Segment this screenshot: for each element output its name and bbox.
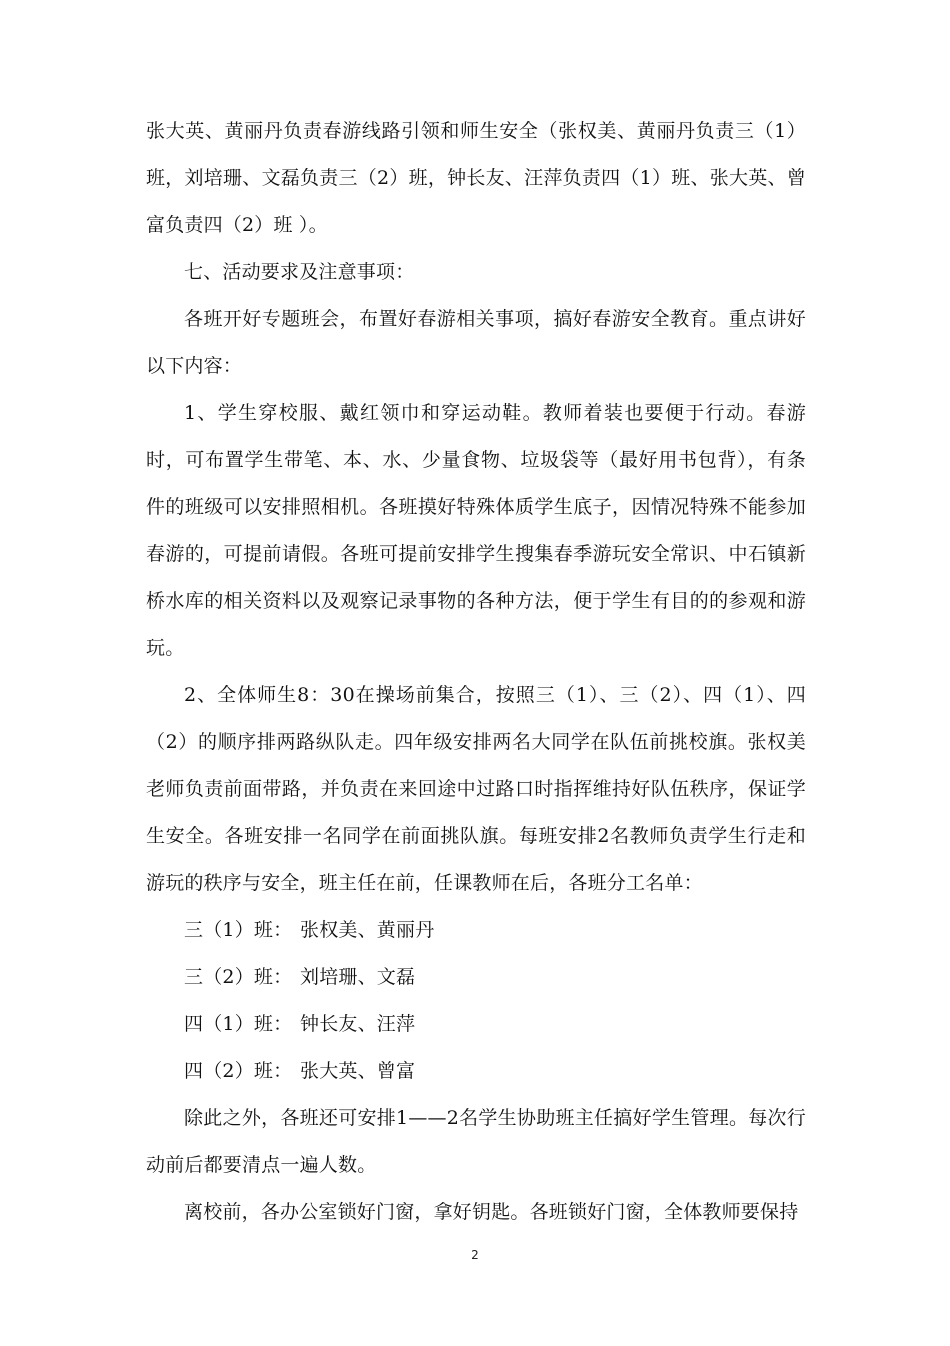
- roster-class: 三（1）班：: [184, 919, 293, 941]
- departure-paragraph: 离校前，各办公室锁好门窗，拿好钥匙。各班锁好门窗，全体教师要保持: [184, 1201, 799, 1223]
- roster-line: [146, 1048, 806, 1095]
- page-number: 2: [471, 1248, 479, 1262]
- extra-paragraph: 除此之外，各班还可安排1——2名学生协助班主任搞好学生管理。每次行动前后都要清点一遍人数。: [146, 1107, 806, 1176]
- roster-teachers: 刘培珊、文磊: [300, 966, 416, 988]
- document-body: [146, 108, 806, 1236]
- item-1-paragraph: 1、学生穿校服、戴红领巾和穿运动鞋。教师着装也要便于行动。春游时，可布置学生带笔、本、水、少量食物、垃圾袋等（最好用书包背），有条件的班级可以安排照相机。各班摸好特殊体质学生底子，因情况特殊不能参加春游的，可提前请假。各班可提前安排学生搜集春季游玩安全常识、中石镇新桥水库的相关资料以及观察记录事物的各种方法，便于学生有目的的参观和游玩。: [146, 402, 806, 659]
- roster-teachers: 张大英、曾富: [300, 1060, 416, 1082]
- roster-line: [146, 1001, 806, 1048]
- continuation-paragraph: 张大英、黄丽丹负责春游线路引领和师生安全（张权美、黄丽丹负责三（1）班，刘培珊、文磊负责三（2）班，钟长友、汪萍负责四（1）班、张大英、曾富负责四（2）班 ）。: [146, 120, 806, 236]
- roster-line: [146, 954, 806, 1001]
- roster-class: 三（2）班：: [184, 966, 293, 988]
- item-2-paragraph: 2、全体师生8：30在操场前集合，按照三（1）、三（2）、四（1）、四（2）的顺序排两路纵队走。四年级安排两名大同学在队伍前挑校旗。张权美老师负责前面带路，并负责在来回途中过路口时指挥维持好队伍秩序，保证学生安全。各班安排一名同学在前面挑队旗。每班安排2名教师负责学生行走和游玩的秩序与安全，班主任在前，任课教师在后，各班分工名单：: [146, 684, 806, 894]
- intro-paragraph: 各班开好专题班会，布置好春游相关事项，搞好春游安全教育。重点讲好以下内容：: [146, 308, 806, 377]
- roster-teachers: 钟长友、汪萍: [300, 1013, 416, 1035]
- section-heading: 七、活动要求及注意事项：: [184, 261, 415, 283]
- class-roster: [146, 907, 806, 1095]
- roster-class: 四（1）班：: [184, 1013, 293, 1035]
- roster-class: 四（2）班：: [184, 1060, 293, 1082]
- roster-teachers: 张权美、黄丽丹: [300, 919, 435, 941]
- roster-line: [146, 907, 806, 954]
